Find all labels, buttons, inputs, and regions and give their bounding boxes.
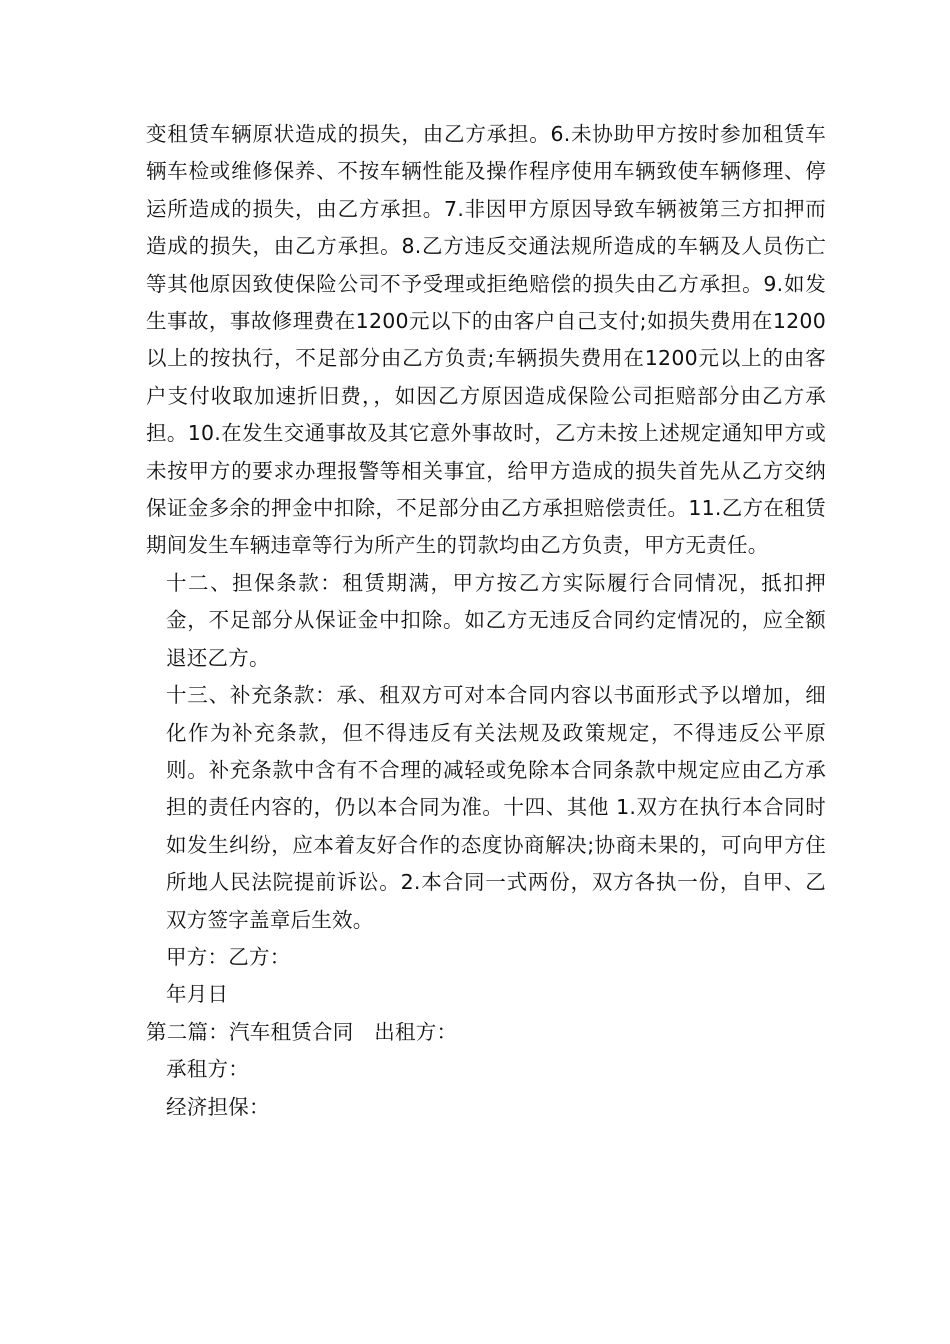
date-line: 年月日 xyxy=(166,982,229,1007)
lessee-line: 承租方： xyxy=(166,1057,249,1082)
paragraph-clause-continuation: 变租赁车辆原状造成的损失，由乙方承担。6.未协助甲方按时参加租赁车辆车检或维修保养、不按车辆性能及操作程序使用车辆致使车辆修理、停运所造成的损失，由乙方承担。7.非因甲方原因导致车辆被第三方扣押而造成的损失，由乙方承担。8.乙方违反交通法规所造成的车辆及人员伤亡等其他原因致使保险公司不予受理或拒绝赔偿的损失由乙方承担。9.如发生事故，事故修理费在1200元以下的由客户自己支付;如损失费用在1200以上的按执行，不足部分由乙方负责;车辆损失费用在1200元以上的由客户支付收取加速折旧费，，如因乙方原因造成保险公司拒赔部分由乙方承担。10.在发生交通事故及其它意外事故时，乙方未按上述规定通知甲方或未按甲方的要求办理报警等相关事宜，给甲方造成的损失首先从乙方交纳保证金多余的押金中扣除，不足部分由乙方承担赔偿责任。11.乙方在租赁期间发生车辆违章等行为所产生的罚款均由乙方负责，甲方无责任。 xyxy=(146,122,826,558)
signature-line: 甲方：乙方： xyxy=(166,944,291,969)
guarantee-line: 经济担保： xyxy=(166,1094,270,1119)
paragraph-clause-12: 十二、担保条款：租赁期满，甲方按乙方实际履行合同情况，抵扣押金，不足部分从保证金中扣除。如乙方无违反合同约定情况的，应全额退还乙方。 xyxy=(166,570,826,670)
second-contract-title: 第二篇：汽车租赁合同 出租方： xyxy=(146,1019,458,1044)
paragraph-clause-13: 十三、补充条款：承、租双方可对本合同内容以书面形式予以增加，细化作为补充条款，但不得违反有关法规及政策规定，不得违反公平原则。补充条款中含有不合理的减轻或免除本合同条款中规定应由乙方承担的责任内容的，仍以本合同为准。十四、其他 1.双方在执行本合同时如发生纠纷，应本着友好合作的态度协商解决;协商未果的，可向甲方住所地人民法院提前诉讼。2.本合同一式两份，双方各执一份，自甲、乙双方签字盖章后生效。 xyxy=(166,683,826,932)
document-body xyxy=(146,116,826,1126)
